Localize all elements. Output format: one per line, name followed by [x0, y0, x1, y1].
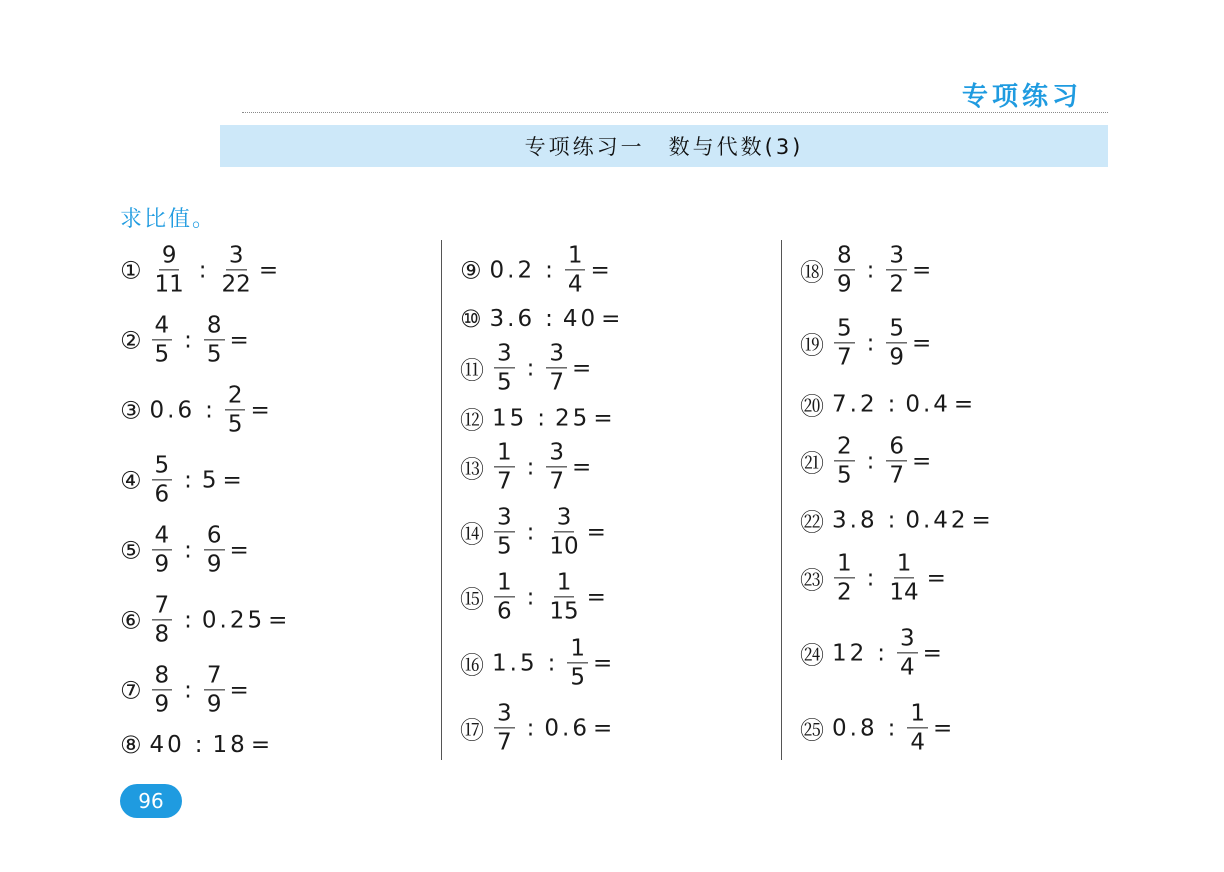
problem-item: [460, 440, 591, 493]
fraction: [225, 383, 246, 436]
problem-item: [460, 505, 606, 558]
fraction-numerator: 3: [886, 243, 907, 270]
fraction: [204, 523, 225, 576]
header-dotted-rule: [242, 112, 1108, 113]
operand-value: 0.6: [149, 397, 196, 423]
operand-value: 3.8: [832, 507, 878, 533]
fraction-denominator: 7: [497, 468, 512, 495]
equals-sign: =: [601, 306, 621, 332]
problem-item: [460, 401, 613, 436]
fraction: [152, 243, 187, 296]
operand-value: 12: [832, 640, 868, 666]
fraction-denominator: 15: [549, 598, 579, 625]
instruction-text: 求比值。: [120, 207, 217, 232]
fraction-numerator: 1: [494, 440, 515, 467]
problem-item: [120, 731, 270, 759]
problem-number: ⑩: [460, 305, 482, 333]
equals-sign: =: [971, 507, 991, 533]
problem-number: ⑳: [800, 392, 824, 421]
fraction: [494, 341, 515, 394]
fraction-denominator: 2: [889, 271, 905, 298]
problem-item: [800, 551, 946, 604]
fraction: [546, 440, 567, 493]
fraction-denominator: 22: [221, 271, 251, 298]
fraction-numerator: 8: [204, 313, 225, 340]
problem-number: ⑲: [800, 331, 824, 360]
operand-value: 40: [562, 306, 599, 332]
problem-item: [120, 523, 249, 576]
ratio-colon: :: [184, 677, 192, 703]
problem-number: ㉒: [800, 508, 824, 537]
equals-sign: =: [258, 257, 279, 283]
column-divider-1: [441, 240, 442, 760]
fraction-denominator: 5: [837, 462, 852, 489]
ratio-colon: :: [526, 355, 535, 381]
operand-value: 0.8: [832, 715, 878, 741]
ratio-colon: :: [866, 330, 875, 356]
ratio-colon: :: [194, 732, 203, 758]
fraction-numerator: 3: [546, 440, 567, 467]
fraction-denominator: 9: [889, 344, 905, 371]
problem-number: ⑱: [800, 258, 824, 287]
ratio-colon: :: [198, 257, 207, 283]
fraction-numerator: 1: [894, 551, 915, 578]
fraction: [152, 523, 173, 576]
operand-value: 3.6: [489, 306, 536, 332]
fraction: [886, 551, 921, 604]
title-right: 数与代数(3): [668, 135, 804, 159]
equals-sign: =: [592, 650, 613, 676]
problem-item: [800, 316, 931, 369]
fraction-denominator: 6: [154, 481, 170, 508]
fraction-numerator: 5: [152, 453, 173, 480]
problem-item: [120, 313, 249, 366]
problem-number: ㉓: [800, 566, 824, 595]
fraction: [834, 316, 855, 369]
ratio-colon: :: [526, 454, 535, 480]
fraction: [546, 341, 567, 394]
equals-sign: =: [586, 519, 606, 545]
problem-item: [120, 383, 270, 436]
fraction-numerator: 3: [554, 505, 575, 532]
operand-value: 1.5: [492, 650, 538, 676]
ratio-colon: :: [184, 607, 192, 633]
fraction: [546, 505, 581, 558]
fraction-denominator: 11: [154, 271, 184, 298]
fraction-numerator: 2: [834, 434, 855, 461]
problem-number: ⑦: [120, 676, 142, 704]
fraction-numerator: 6: [204, 523, 225, 550]
equals-sign: =: [572, 454, 592, 480]
problem-item: [460, 570, 606, 623]
problem-item: [120, 593, 287, 646]
operand-value: 40: [149, 732, 185, 758]
fraction-numerator: 3: [494, 505, 515, 532]
equals-sign: =: [592, 715, 613, 741]
fraction-denominator: 14: [889, 579, 919, 606]
operand-value: 0.6: [544, 715, 590, 741]
fraction-numerator: 3: [226, 243, 247, 270]
fraction-numerator: 7: [152, 593, 173, 620]
fraction-denominator: 10: [549, 533, 579, 560]
fraction: [834, 243, 855, 296]
operand-value: 7.2: [832, 391, 878, 417]
fraction: [152, 453, 173, 506]
fraction-numerator: 3: [897, 626, 918, 653]
fraction-numerator: 3: [494, 701, 515, 728]
problem-number: ⑨: [460, 256, 482, 284]
problem-item: [800, 701, 952, 754]
fraction-numerator: 5: [886, 316, 907, 343]
equals-sign: =: [250, 397, 270, 423]
problem-item: [800, 387, 973, 422]
equals-sign: =: [922, 640, 942, 666]
fraction-numerator: 1: [567, 636, 588, 663]
ratio-colon: :: [866, 448, 875, 474]
equals-sign: =: [912, 257, 932, 283]
fraction: [565, 243, 586, 296]
problem-number: ⑤: [120, 536, 142, 564]
operand-value: 0.4: [905, 391, 951, 417]
operand-value: 0.2: [489, 257, 536, 283]
fraction-denominator: 9: [837, 271, 852, 298]
fraction: [886, 434, 907, 487]
problem-item: [460, 243, 610, 296]
problem-item: [800, 626, 942, 679]
fraction-numerator: 6: [886, 434, 907, 461]
fraction-numerator: 7: [204, 663, 225, 690]
ratio-colon: :: [866, 565, 875, 591]
problem-item: [460, 305, 620, 333]
fraction-denominator: 4: [900, 654, 915, 681]
fraction: [204, 313, 225, 366]
ratio-colon: :: [184, 537, 192, 563]
fraction-denominator: 9: [206, 551, 222, 578]
fraction: [567, 636, 588, 689]
problem-number: ④: [120, 466, 142, 494]
fraction-denominator: 5: [497, 369, 512, 396]
equals-sign: =: [593, 405, 613, 431]
fraction-numerator: 3: [494, 341, 515, 368]
ratio-colon: :: [537, 405, 546, 431]
fraction-numerator: 8: [152, 663, 173, 690]
fraction: [886, 316, 907, 369]
equals-sign: =: [912, 448, 932, 474]
equals-sign: =: [926, 565, 946, 591]
fraction: [494, 701, 515, 754]
fraction: [152, 593, 173, 646]
operand-value: 25: [555, 405, 591, 431]
problem-item: [460, 341, 591, 394]
fraction: [494, 570, 515, 623]
ratio-colon: :: [526, 715, 535, 741]
equals-sign: =: [229, 327, 249, 353]
problem-number: ㉔: [800, 641, 824, 670]
problem-item: [460, 636, 612, 689]
section-header-label: 专项练习: [961, 82, 1082, 112]
equals-sign: =: [572, 355, 592, 381]
equals-sign: =: [250, 732, 271, 758]
fraction-numerator: 4: [152, 313, 173, 340]
equals-sign: =: [590, 257, 610, 283]
equals-sign: =: [222, 467, 242, 493]
equals-sign: =: [229, 677, 249, 703]
fraction-denominator: 5: [206, 341, 222, 368]
fraction: [152, 313, 173, 366]
page-number: 96: [138, 789, 164, 813]
problem-number: ⑥: [120, 606, 142, 634]
ratio-colon: :: [526, 519, 535, 545]
fraction-denominator: 5: [154, 341, 170, 368]
fraction: [152, 663, 173, 716]
fraction-numerator: 5: [834, 316, 855, 343]
ratio-colon: :: [545, 306, 553, 332]
fraction: [886, 243, 907, 296]
problem-number: ⑰: [460, 716, 484, 745]
fraction: [834, 551, 855, 604]
fraction-numerator: 1: [554, 570, 575, 597]
equals-sign: =: [953, 391, 974, 417]
fraction-denominator: 9: [206, 691, 222, 718]
ratio-colon: :: [887, 391, 896, 417]
ratio-colon: :: [184, 467, 192, 493]
operand-value: 5: [201, 467, 220, 493]
fraction: [494, 505, 515, 558]
ratio-colon: :: [887, 715, 896, 741]
operand-value: 0.42: [905, 507, 969, 533]
equals-sign: =: [268, 607, 288, 633]
fraction-denominator: 5: [570, 664, 585, 691]
fraction: [834, 434, 855, 487]
problem-item: [120, 663, 249, 716]
fraction-denominator: 6: [497, 598, 512, 625]
operand-value: 18: [212, 732, 248, 758]
fraction-numerator: 2: [225, 383, 246, 410]
problem-number: ②: [120, 326, 142, 354]
fraction: [494, 440, 515, 493]
problem-item: [800, 434, 931, 487]
ratio-colon: :: [887, 507, 896, 533]
fraction: [546, 570, 581, 623]
equals-sign: =: [932, 715, 953, 741]
column-divider-2: [781, 240, 782, 760]
problem-number: ①: [120, 256, 142, 284]
ratio-colon: :: [526, 584, 535, 610]
problem-item: [120, 453, 242, 506]
title-band: [220, 125, 1108, 167]
problem-number: ㉑: [800, 449, 824, 478]
operand-value: 0.25: [201, 607, 266, 633]
fraction-denominator: 7: [837, 344, 852, 371]
fraction-numerator: 1: [494, 570, 515, 597]
problem-item: [120, 243, 278, 296]
problem-number: ⑭: [460, 520, 484, 549]
problem-item: [800, 503, 991, 538]
problem-number: ⑮: [460, 585, 484, 614]
problem-number: ㉕: [800, 716, 824, 745]
fraction-denominator: 9: [154, 691, 170, 718]
operand-value: 15: [492, 405, 528, 431]
fraction-denominator: 7: [549, 369, 565, 396]
fraction: [204, 663, 225, 716]
fraction: [219, 243, 254, 296]
fraction-numerator: 1: [834, 551, 855, 578]
problem-item: [460, 701, 612, 754]
page-number-badge: [120, 784, 182, 818]
fraction-numerator: 8: [834, 243, 855, 270]
ratio-colon: :: [205, 397, 213, 423]
ratio-colon: :: [866, 257, 875, 283]
fraction: [907, 701, 928, 754]
fraction-denominator: 7: [889, 462, 905, 489]
problem-number: ⑬: [460, 455, 484, 484]
fraction-numerator: 1: [565, 243, 586, 270]
problem-number: ⑧: [120, 731, 142, 759]
fraction-numerator: 9: [159, 243, 180, 270]
fraction-denominator: 2: [837, 579, 852, 606]
ratio-colon: :: [877, 640, 886, 666]
equals-sign: =: [912, 330, 932, 356]
title-left: 专项练习一: [524, 135, 645, 159]
fraction-denominator: 4: [567, 271, 583, 298]
fraction-denominator: 5: [227, 411, 243, 438]
problem-number: ⑫: [460, 406, 484, 435]
ratio-colon: :: [545, 257, 553, 283]
ratio-colon: :: [184, 327, 192, 353]
equals-sign: =: [229, 537, 249, 563]
problem-number: ③: [120, 396, 142, 424]
problem-item: [800, 243, 931, 296]
fraction: [897, 626, 918, 679]
fraction-denominator: 7: [497, 729, 512, 756]
problem-number: ⑯: [460, 651, 484, 680]
fraction-denominator: 7: [549, 468, 565, 495]
fraction-denominator: 4: [910, 729, 925, 756]
equals-sign: =: [586, 584, 606, 610]
fraction-numerator: 3: [546, 341, 567, 368]
fraction-denominator: 9: [154, 551, 170, 578]
fraction-denominator: 8: [154, 621, 170, 648]
ratio-colon: :: [547, 650, 556, 676]
fraction-numerator: 1: [907, 701, 928, 728]
problem-number: ⑪: [460, 356, 484, 385]
fraction-numerator: 4: [152, 523, 173, 550]
fraction-denominator: 5: [497, 533, 512, 560]
